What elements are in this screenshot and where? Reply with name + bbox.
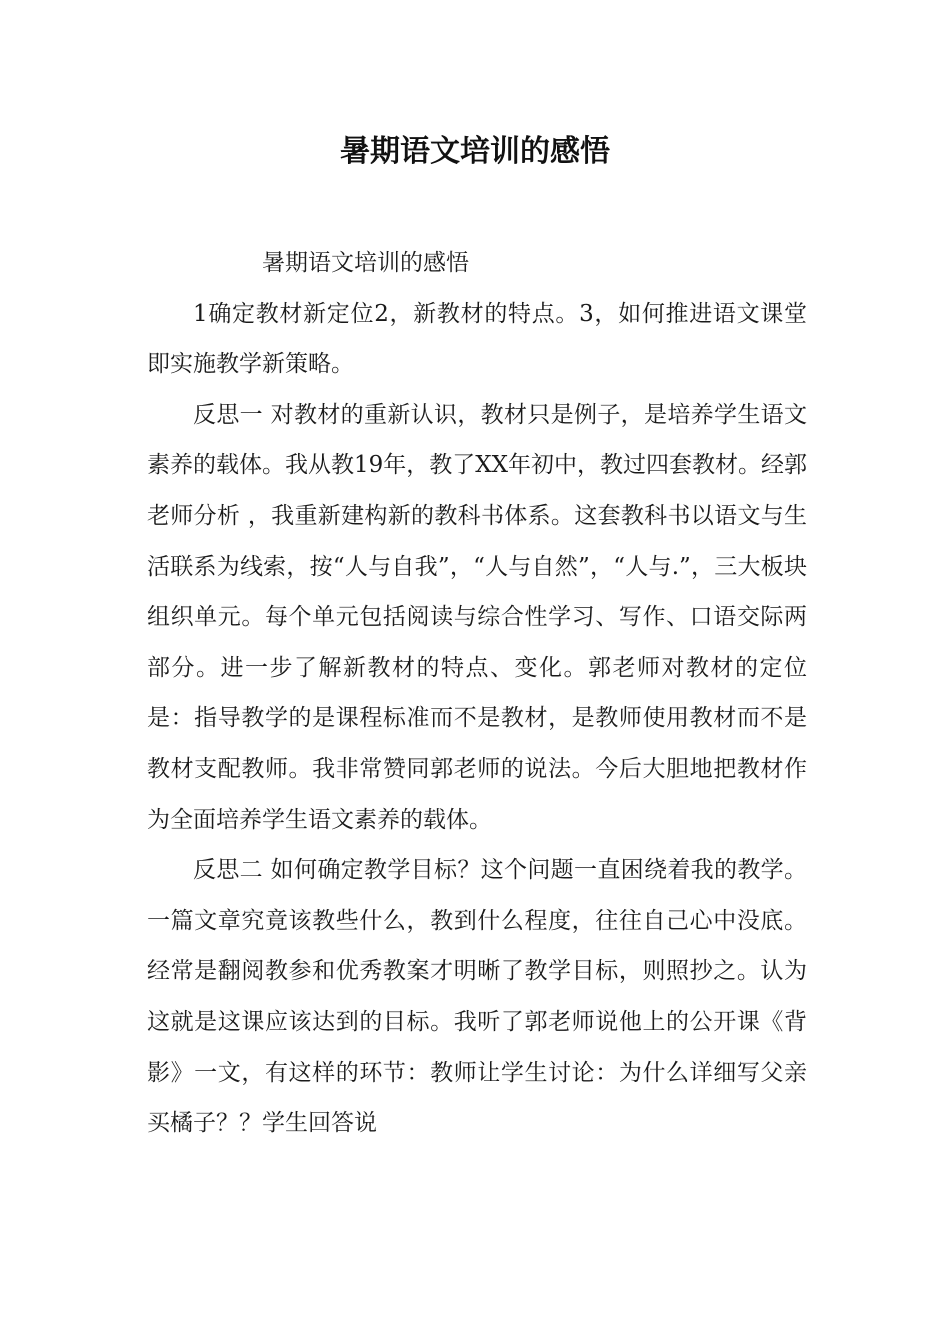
- paragraph-reflection-one: 反思一 对教材的重新认识，教材只是例子，是培养学生语文素养的载体。我从教19年，教了XX年初中，教过四套教材。经郭老师分析 ，我重新建构新的教科书体系。这套教科书以语文与生活联系为线索，按“人与自我”，“人与自然”，“人与.”，三大板块组织单元。每个单元包括阅读与综合性学习、写作、口语交际两部分。进一步了解新教材的特点、变化。郭老师对教材的定位是：指导教学的是课程标准而不是教材，是教师使用教材而不是教材支配教师。我非常赞同郭老师的说法。今后大胆地把教材作为全面培养学生语文素养的载体。: [147, 401, 808, 833]
- document-subtitle: 暑期语文培训的感悟: [262, 250, 469, 276]
- paragraph-reflection-two: 反思二 如何确定教学目标？这个问题一直困绕着我的教学。一篇文章究竟该教些什么，教到什么程度，往往自己心中没底。经常是翻阅教参和优秀教案才明晰了教学目标，则照抄之。认为这就是这课应该达到的目标。我听了郭老师说他上的公开课《背影》一文，有这样的环节：教师让学生讨论：为什么详细写父亲买橘子？？学生回答说: [147, 857, 807, 1137]
- document-title: 暑期语文培训的感悟: [340, 134, 610, 169]
- paragraph-intro: 1确定教材新定位2，新教材的特点。3，如何推进语文课堂即实施教学新策略。: [147, 300, 807, 378]
- document-body: [147, 238, 807, 1149]
